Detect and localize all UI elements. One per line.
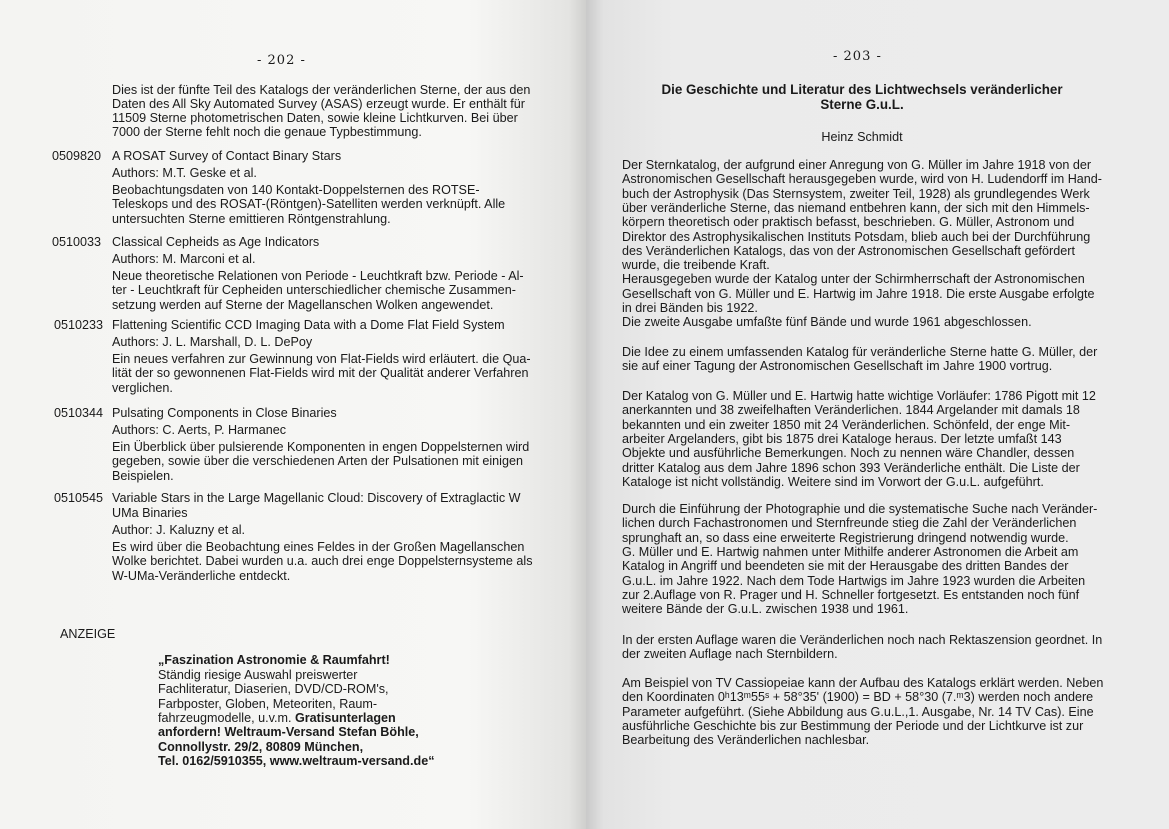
entry-title: A ROSAT Survey of Contact Binary Stars	[112, 149, 342, 163]
paragraph-line: zur 2.Auflage von R. Prager und H. Schneller fortgesetzt. Es entstanden noch fünf	[622, 587, 1080, 602]
intro-line: 7000 der Sterne fehlt noch die genaue Typbestimmung.	[112, 125, 422, 139]
entry-description-line: gegeben, sowie über die verschiedenen Arten der Pulsationen mit einigen	[112, 454, 523, 469]
ad-label: ANZEIGE	[60, 627, 116, 641]
paragraph-line: sie auf einer Tagung der Astronomischen Gesellschaft im Jahre 1900 vortrug.	[622, 359, 1053, 374]
ad-text-bold: anfordern! Weltraum-Versand Stefan Böhle,	[158, 725, 419, 740]
article-title: Die Geschichte und Literatur des Lichtwechsels veränderlicher	[661, 82, 1063, 97]
entry-authors: Authors: J. L. Marshall, D. L. DePoy	[112, 335, 313, 349]
intro-line: 11509 Sterne photometrischen Daten, sowie kleine Lichtkurven. Bei über	[112, 111, 518, 125]
paragraph-line: Am Beispiel von TV Cassiopeiae kann der Aufbau des Katalogs erklärt werden. Neben	[622, 676, 1104, 690]
paragraph-line: Objekte und ausführliche Bemerkungen. Noch zu nennen wäre Chandler, dessen	[622, 446, 1075, 461]
paragraph-line: Katalog in Angriff und beendeten sie mit der Herausgabe des dritten Bandes der	[622, 559, 1069, 574]
paragraph-line: Kataloge ist nicht vollständig. Weitere sind im Vorwort der G.u.L. aufgeführt.	[622, 474, 1044, 489]
intro-line: Daten des All Sky Automated Survey (ASAS) erzeugt wurde. Er enthält für	[112, 97, 525, 111]
ad-text-bold: Gratisunterlagen	[294, 710, 396, 725]
entry-description-line: Neue theoretische Relationen von Periode - Leuchtkraft bzw. Periode - Al-	[112, 269, 524, 283]
entry-description-line: Ein neues verfahren zur Gewinnung von Flat-Fields wird erläutert. die Qua-	[112, 352, 531, 366]
paragraph-line: sprunghaft an, so dass eine erweiterte Registrierung dringend notwendig wurde.	[622, 530, 1069, 545]
paragraph-line: Die Idee zu einem umfassenden Katalog für veränderliche Sterne hatte G. Müller, der	[622, 345, 1098, 359]
paragraph-line: Der Katalog von G. Müller und E. Hartwig hatte wichtige Vorläufer: 1786 Pigott mit 12	[622, 389, 1096, 403]
paragraph-line: buch der Astrophysik (Das Sternsystem, zweiter Teil, 1928) als grundlegendes Werk	[622, 186, 1090, 201]
paragraph-line: in drei Bänden bis 1922.	[622, 301, 758, 315]
paragraph-line: G.u.L. im Jahre 1922. Nach dem Tode Hartwigs im Jahre 1923 wurden die Arbeiten	[622, 573, 1086, 588]
paragraph-line: Astronomischen Gesellschaft herausgegeben wurde, wird von H. Ludendorff im Hand-	[622, 172, 1102, 187]
ad-text-bold: Connollystr. 29/2, 80809 München,	[158, 739, 364, 754]
ad-text: Fachliteratur, Diaserien, DVD/CD-ROM's,	[158, 682, 389, 697]
ad-line	[158, 653, 390, 667]
paragraph-line: über veränderliche Sterne, das niemand entbehren kann, der sich mit den Himmels-	[622, 200, 1090, 215]
entry-description-line: Beobachtungsdaten von 140 Kontakt-Doppelsternen des ROTSE-	[112, 183, 480, 197]
paragraph-line: des Veränderlichen Katalogs, das von der Astronomischen Gesellschaft gefördert	[622, 243, 1075, 258]
entry-title: Flattening Scientific CCD Imaging Data with a Dome Flat Field System	[112, 318, 505, 332]
entry-authors: Author: J. Kaluzny et al.	[112, 523, 246, 537]
entry-description-line: W-UMa-Veränderliche entdeckt.	[112, 568, 291, 583]
paragraph-line: Bearbeitung des Veränderlichen nachlesbar.	[622, 733, 870, 748]
paragraph-line: In der ersten Auflage waren die Veränderlichen noch nach Rektaszension geordnet. In	[622, 633, 1103, 647]
paragraph-line: Durch die Einführung der Photographie und die systematische Suche nach Veränder-	[622, 502, 1098, 516]
ad-line	[158, 668, 358, 682]
intro-line: Dies ist der fünfte Teil des Katalogs der veränderlichen Sterne, der aus den	[112, 83, 531, 97]
entry-description-line: setzung werden auf Sterne der Magellanschen Wolken angewendet.	[112, 297, 494, 312]
entry-id: 0509820	[52, 149, 102, 163]
ad-line	[158, 725, 419, 739]
paragraph-line: weitere Bände der G.u.L. zwischen 1938 und 1961.	[622, 602, 909, 617]
paragraph-line: Gesellschaft von G. Müller und E. Hartwig im Jahre 1918. Die erste Ausgabe erfolgte	[622, 286, 1095, 301]
entry-authors: Authors: M. Marconi et al.	[112, 252, 256, 266]
paragraph-line: bekannten und ein zweiter 1850 mit 24 Veränderlichen. Schönfeld, der enge Mit-	[622, 417, 1071, 432]
paragraph-line: lichen durch Fachastronomen und Sternfreunde stieg die Zahl der Veränderlichen	[622, 516, 1077, 531]
ad-line	[158, 697, 377, 711]
entry-description-line: Beispielen.	[112, 468, 174, 483]
paragraph-line: Parameter aufgeführt. (Siehe Abbildung aus G.u.L.,1. Ausgabe, Nr. 14 TV Cas). Eine	[622, 704, 1094, 719]
entry-description-line: Ein Überblick über pulsierende Komponenten in engen Doppelsternen wird	[112, 440, 530, 454]
entry-description-line: ter - Leuchtkraft für Cepheiden unterschiedlicher chemische Zusammen-	[112, 283, 516, 298]
entry-id: 0510233	[54, 318, 104, 332]
article-author: Heinz Schmidt	[821, 130, 903, 144]
paragraph-line: G. Müller und E. Hartwig nahmen unter Mithilfe anderer Astronomen die Arbeit am	[622, 544, 1079, 559]
entry-title: Variable Stars in the Large Magellanic Cloud: Discovery of Extraglactic W	[112, 491, 521, 505]
ad-line	[158, 711, 396, 725]
page-number: - 203 -	[833, 49, 882, 64]
page-number: - 202 -	[257, 53, 306, 68]
ad-line	[158, 754, 435, 768]
entry-id: 0510033	[52, 235, 102, 249]
paragraph-line: körpern theoretisch oder praktisch befasst, beschrieben. G. Müller, Astronom und	[622, 215, 1075, 230]
paragraph-line: anerkannten und 38 zweifelhaften Veränderlichen. 1844 Argelander mit damals 18	[622, 403, 1080, 418]
paragraph-line: ausführliche Geschichte bis zur Bestimmung der Periode und der Lichtkurve ist zur	[622, 718, 1084, 733]
entry-description-line: verglichen.	[112, 380, 173, 395]
article-title: Sterne G.u.L.	[820, 97, 904, 112]
paragraph-line: Die zweite Ausgabe umfaßte fünf Bände und wurde 1961 abgeschlossen.	[622, 315, 1032, 330]
paragraph-line: den Koordinaten 0ʰ13ᵐ55ˢ + 58°35' (1900) = BD + 58°30 (7.ᵐ3) werden noch andere	[622, 690, 1094, 705]
right-page	[586, 0, 1169, 829]
entry-title: UMa Binaries	[112, 506, 188, 520]
entry-title: Pulsating Components in Close Binaries	[112, 406, 337, 420]
ad-text: Ständig riesige Auswahl preiswerter	[158, 668, 358, 682]
paragraph-line: arbeiter Argelanders, gibt bis 1875 drei Kataloge heraus. Der letzte umfaßt 143	[622, 431, 1062, 446]
entry-id: 0510545	[54, 491, 104, 505]
entry-description-line: Wolke berichtet. Dabei wurden u.a. auch drei enge Doppelsternsysteme als	[112, 554, 533, 569]
entry-description-line: lität der so gewonnenen Flat-Fields wird mit der Qualität anderer Verfahren	[112, 366, 529, 381]
ad-line	[158, 682, 389, 696]
entry-title: Classical Cepheids as Age Indicators	[112, 235, 320, 249]
entry-description-line: untersuchten Sterne emittieren Röntgenstrahlung.	[112, 211, 391, 226]
ad-text: Farbposter, Globen, Meteoriten, Raum-	[158, 696, 378, 711]
entry-authors: Authors: M.T. Geske et al.	[112, 166, 257, 180]
paragraph-line: Herausgegeben wurde der Katalog unter der Schirmherrschaft der Astronomischen	[622, 272, 1085, 287]
ad-text: fahrzeugmodelle, u.v.m.	[158, 710, 295, 725]
paragraph-line: der zweiten Auflage nach Sternbildern.	[622, 647, 838, 662]
ad-line	[158, 740, 363, 754]
entry-description-line: Es wird über die Beobachtung eines Feldes in der Großen Magellanschen	[112, 540, 525, 554]
entry-description-line: Teleskops und des ROSAT-(Röntgen)-Satelliten werden verknüpft. Alle	[112, 197, 506, 212]
paragraph-line: wurde, die treibende Kraft.	[622, 258, 770, 273]
ad-text-bold: Tel. 0162/5910355, www.weltraum-versand.de“	[158, 753, 435, 768]
paragraph-line: Der Sternkatalog, der aufgrund einer Anregung von G. Müller im Jahre 1918 von der	[622, 158, 1092, 172]
entry-authors: Authors: C. Aerts, P. Harmanec	[112, 423, 287, 437]
entry-id: 0510344	[54, 406, 104, 420]
paragraph-line: dritter Katalog aus dem Jahre 1896 schon 393 Veränderliche enthält. Die Liste der	[622, 460, 1080, 475]
paragraph-line: Direktor des Astrophysikalischen Instituts Potsdam, blieb auch bei der Durchführung	[622, 229, 1091, 244]
ad-text-bold: „Faszination Astronomie & Raumfahrt!	[158, 653, 390, 667]
